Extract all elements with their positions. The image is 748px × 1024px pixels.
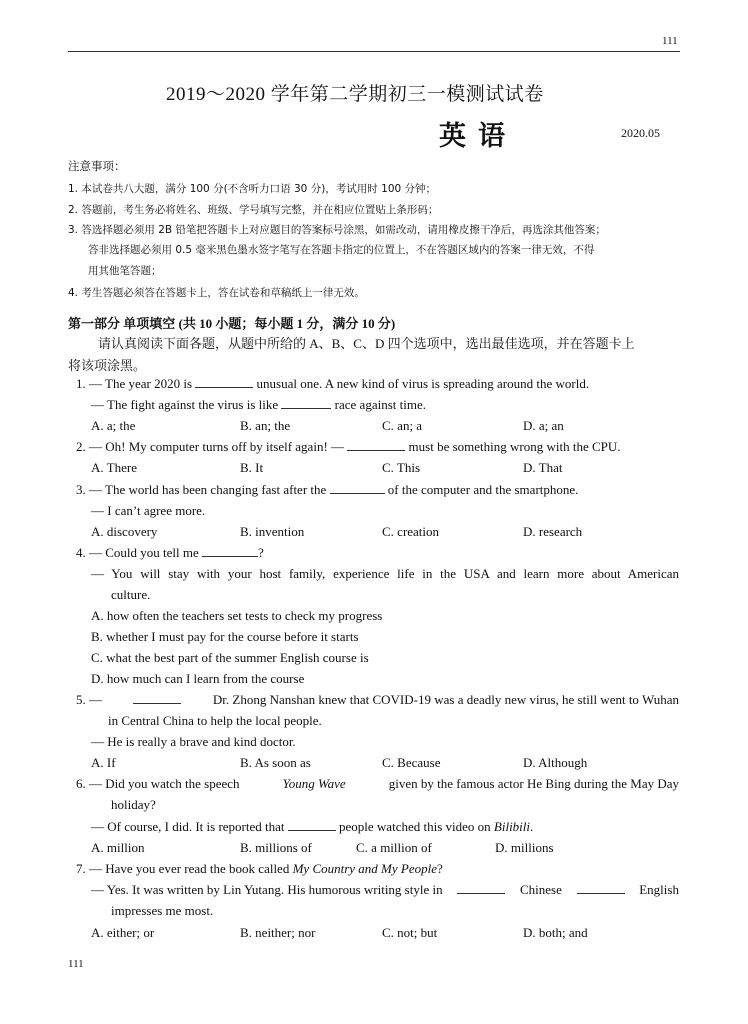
option-d: D. how much can I learn from the course <box>91 671 305 686</box>
question-6-line-cont: holiday? <box>111 797 156 812</box>
option-a: A. discovery <box>91 524 158 539</box>
option-a: A. either; or <box>91 925 155 940</box>
option-b: B. an; the <box>240 418 291 433</box>
notice-item: 答非选择题必须用 0.5 毫米黑色墨水签字笔写在答题卡指定的位置上，不在答题区域内的答案一律无效，不得 <box>88 244 595 256</box>
question-1-line: 1. — The year 2020 is unusual one. A new kind of virus is spreading around the world. <box>76 376 590 391</box>
exam-title: 2019～2020 学年第二学期初三一模测试试卷 <box>166 84 544 105</box>
option-b: B. As soon as <box>240 755 311 770</box>
option-d: D. both; and <box>523 925 588 940</box>
question-7-reply-cont: impresses me most. <box>111 903 214 918</box>
subject-title: 英语 <box>439 121 517 152</box>
answer-blank <box>347 439 405 451</box>
option-c: C. an; a <box>382 418 423 433</box>
page-number-bottom: 111 <box>68 958 84 970</box>
question-4-reply-cont: culture. <box>111 587 151 602</box>
exam-date: 2020.05 <box>621 126 660 140</box>
option-d: D. millions <box>495 840 554 855</box>
option-c: C. not; but <box>382 925 438 940</box>
option-c: C. what the best part of the summer English course is <box>91 650 369 665</box>
option-b: B. neither; nor <box>240 925 316 940</box>
option-a: A. There <box>91 460 137 475</box>
option-c: C. This <box>382 460 421 475</box>
notice-item: 4. 考生答题必须答在答题卡上，答在试卷和草稿纸上一律无效。 <box>68 287 365 299</box>
question-6-reply: — Of course, I did. It is reported that people watched this video on Bilibili. <box>91 819 534 834</box>
option-d: D. That <box>523 460 563 475</box>
question-4-line: 4. — Could you tell me ? <box>76 545 264 560</box>
notice-item: 用其他笔答题； <box>88 265 162 277</box>
option-a: A. how often the teachers set tests to check my progress <box>91 608 383 623</box>
option-a: A. million <box>91 840 145 855</box>
option-b: B. whether I must pay for the course before it starts <box>91 629 359 644</box>
option-c: C. creation <box>382 524 440 539</box>
page-number-top: 111 <box>662 35 678 47</box>
section-instruction: 请认真阅读下面各题，从题中所给的 A、B、C、D 四个选项中，选出最佳选项，并在答题卡上 <box>98 336 635 351</box>
option-b: B. millions of <box>240 840 312 855</box>
notice-item: 2. 答题前，考生务必将姓名、班级、学号填写完整，并在相应位置贴上条形码； <box>68 204 439 216</box>
answer-blank <box>202 545 258 557</box>
answer-blank <box>288 819 336 831</box>
question-7-line: 7. — Have you ever read the book called My Country and My People? <box>76 861 443 876</box>
question-3-line: 3. — The world has been changing fast after the of the computer and the smartphone. <box>76 482 579 497</box>
option-d: D. Although <box>523 755 588 770</box>
notice-item: 3. 答选择题必须用 2B 铅笔把答题卡上对应题目的答案标号涂黑，如需改动，请用橡皮擦干净后，再选涂其他答案； <box>68 224 606 236</box>
section-instruction-cont: 将该项涂黑。 <box>68 358 147 373</box>
answer-blank <box>195 376 253 388</box>
header-rule <box>68 51 680 52</box>
answer-blank <box>330 482 385 494</box>
question-5-line-cont: in Central China to help the local people. <box>108 713 322 728</box>
answer-blank <box>133 692 181 704</box>
question-5-reply: — He is really a brave and kind doctor. <box>91 734 296 749</box>
question-7-reply: — Yes. It was written by Lin Yutang. His humorous writing style in Chinese English <box>91 882 679 897</box>
option-c: C. a million of <box>356 840 432 855</box>
question-3-reply: — I can’t agree more. <box>91 503 206 518</box>
section-heading: 第一部分 单项填空 (共 10 小题；每小题 1 分，满分 10 分) <box>68 316 396 331</box>
answer-blank <box>577 882 625 894</box>
option-c: C. Because <box>382 755 441 770</box>
question-6-line: 6. — Did you watch the speech Young Wave given by the famous actor He Bing during the May Day <box>76 776 679 791</box>
question-4-reply: — You will stay with your host family, experience life in the USA and learn more about American <box>91 566 679 581</box>
option-a: A. a; the <box>91 418 136 433</box>
option-d: D. a; an <box>523 418 564 433</box>
option-d: D. research <box>523 524 583 539</box>
option-a: A. If <box>91 755 116 770</box>
answer-blank <box>281 397 331 409</box>
option-b: B. It <box>240 460 264 475</box>
question-5-line: 5. — Dr. Zhong Nanshan knew that COVID-19 was a deadly new virus, he still went to Wuhan <box>76 692 679 707</box>
notice-item: 1. 本试卷共八大题，满分 100 分(不含听力口语 30 分)，考试用时 100 分钟； <box>68 183 437 195</box>
question-1-reply: — The fight against the virus is like race against time. <box>91 397 426 412</box>
answer-blank <box>457 882 505 894</box>
question-2-line: 2. — Oh! My computer turns off by itself again! — must be something wrong with the CPU. <box>76 439 621 454</box>
option-b: B. invention <box>240 524 305 539</box>
notice-heading: 注意事项： <box>68 159 126 173</box>
